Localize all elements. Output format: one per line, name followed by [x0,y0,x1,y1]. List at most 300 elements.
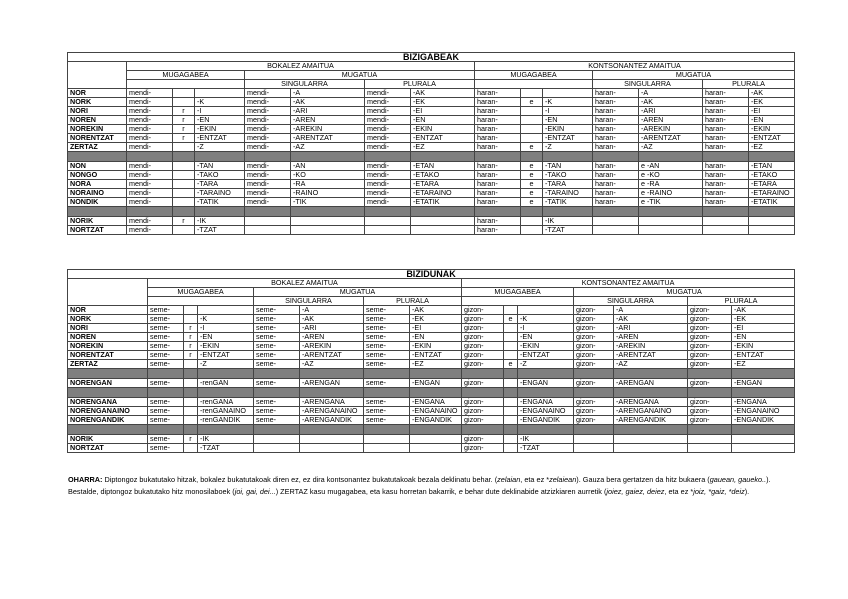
table-cell: -EI [732,324,795,333]
table-cell: haran- [475,134,521,143]
table-cell: seme- [364,379,410,388]
table-cell: -EK [749,98,795,107]
table-cell: seme- [364,407,410,416]
table-cell: -I [543,107,593,116]
table-cell: -AK [732,306,795,315]
table-cell: -AK [300,315,364,324]
case-label: NORENGANDIK [68,416,148,425]
table-cell [504,435,518,444]
table-cell: -AREKIN [639,125,703,134]
table-cell: -ENGANAINO [518,407,574,416]
table-cell: haran- [703,198,749,207]
table-cell [173,98,195,107]
table-cell: haran- [593,116,639,125]
table-cell: mendi- [245,143,291,152]
table-cell: mendi- [127,162,173,171]
table-cell: gizon- [462,407,504,416]
table-cell: -ENGAN [518,379,574,388]
table-cell: -Z [518,360,574,369]
table-cell: -TZAT [543,226,593,235]
consonant-group-header: KONTSONANTEZ AMAITUA [475,62,795,71]
mugatua-header: MUGATUA [245,71,475,80]
table-cell [410,444,462,453]
table-cell: seme- [364,360,410,369]
table-cell: haran- [593,98,639,107]
table-cell: haran- [475,116,521,125]
table-cell [703,226,749,235]
table-cell: -ETARA [411,180,475,189]
table-cell: -ARENTZAT [639,134,703,143]
table-cell: -ENGANDIK [518,416,574,425]
table-cell: mendi- [127,98,173,107]
table-row [68,198,795,207]
case-label: NORENGAN [68,379,148,388]
table-cell: -EKIN [749,125,795,134]
table-cell [749,226,795,235]
table-cell: -ENTZAT [195,134,245,143]
singularra-header: SINGULARRA [574,297,688,306]
table-cell: -renGANDIK [198,416,254,425]
table-cell: -ENTZAT [410,351,462,360]
table-cell [521,217,543,226]
table-cell: gizon- [574,398,614,407]
table-cell: r [184,435,198,444]
case-label: NORA [68,180,127,189]
table-cell: e [521,98,543,107]
bizidunak-title: BIZIDUNAK [68,270,795,279]
table-cell: mendi- [245,198,291,207]
table-cell: gizon- [462,315,504,324]
table-cell: -AREN [300,333,364,342]
table-cell: -IK [543,217,593,226]
table-row [68,180,795,189]
table-cell: -ARENGANA [614,398,688,407]
case-label: NORENTZAT [68,134,127,143]
table-cell [504,398,518,407]
table-cell: -TAN [195,162,245,171]
table-cell: seme- [254,398,300,407]
mugatua-header: MUGATUA [574,288,795,297]
table-cell: -AZ [614,360,688,369]
table-cell: -AREN [291,116,365,125]
table-cell: -EN [749,116,795,125]
table-cell: gizon- [574,324,614,333]
table-cell: -AREN [639,116,703,125]
table-cell: seme- [148,333,184,342]
table-cell [521,134,543,143]
table-cell: seme- [148,407,184,416]
table-cell [639,226,703,235]
table-cell: -ETARA [749,180,795,189]
table-cell: seme- [148,360,184,369]
table-cell: -ARI [614,324,688,333]
table-cell: seme- [364,416,410,425]
table-row [68,107,795,116]
table-row [68,89,795,98]
table-cell: -I [198,324,254,333]
table-cell: -EKIN [518,342,574,351]
table-row [68,125,795,134]
table-cell: mendi- [365,180,411,189]
table-cell: e [504,360,518,369]
table-cell [254,444,300,453]
table-cell: haran- [593,125,639,134]
table-cell [184,407,198,416]
table-cell: seme- [254,360,300,369]
case-label: NORAINO [68,189,127,198]
table-cell [300,435,364,444]
note-example: gauean, gaueko.. [709,475,767,484]
spacer-cell [475,80,593,89]
table-cell: -ARENGANA [300,398,364,407]
table-cell: gizon- [574,315,614,324]
table-row [68,416,795,425]
table-cell: gizon- [462,333,504,342]
table-cell [245,217,291,226]
table-row [68,226,795,235]
table-cell: haran- [593,162,639,171]
table-cell: seme- [254,379,300,388]
table-cell: -K [195,98,245,107]
table-cell: gizon- [462,416,504,425]
note-text: ). Gauza bera gertatzen da hitz bukaera ( [576,475,710,484]
table-cell: gizon- [688,398,732,407]
table-cell: gizon- [574,379,614,388]
table-cell [504,416,518,425]
table-row [68,407,795,416]
table-cell: -TATIK [543,198,593,207]
table-cell: gizon- [688,407,732,416]
table-cell: mendi- [245,98,291,107]
table-cell [504,333,518,342]
table-cell: mendi- [365,107,411,116]
case-label: NORENGANA [68,398,148,407]
case-label: NOREN [68,116,127,125]
table-cell: seme- [254,407,300,416]
case-label: NORK [68,98,127,107]
table-cell: -AZ [291,143,365,152]
table-row [68,398,795,407]
table-cell [504,324,518,333]
table-cell: -IK [195,217,245,226]
table-cell: -EK [411,98,475,107]
table-cell: -IK [518,435,574,444]
case-label: NOR [68,306,148,315]
table-cell: -ETAKO [749,171,795,180]
table-cell: haran- [593,89,639,98]
singularra-header: SINGULARRA [245,80,365,89]
table-cell: seme- [148,351,184,360]
table-cell: -EN [543,116,593,125]
consonant-group-header: KONTSONANTEZ AMAITUA [462,279,795,288]
bizidunak-table [67,269,795,453]
table-cell: -EZ [410,360,462,369]
singularra-header: SINGULARRA [254,297,364,306]
table-cell: -IK [198,435,254,444]
table-cell: -ETAKO [411,171,475,180]
table-cell: haran- [593,107,639,116]
table-cell: -ARENGANAINO [300,407,364,416]
table-cell [364,444,410,453]
table-cell [173,226,195,235]
table-row [68,306,795,315]
table-cell: seme- [364,324,410,333]
table-cell [732,444,795,453]
table-cell: -EKIN [732,342,795,351]
table-cell [688,444,732,453]
table-cell [504,444,518,453]
separator-row [68,207,795,217]
table-cell: gizon- [462,360,504,369]
vowel-group-header: BOKALEZ AMAITUA [127,62,475,71]
table-cell: -EI [410,324,462,333]
table-cell: mendi- [245,89,291,98]
table-cell: haran- [703,107,749,116]
table-cell: -TZAT [198,444,254,453]
table-cell: haran- [475,226,521,235]
case-label: NORI [68,107,127,116]
table-cell: r [173,125,195,134]
table-cell [504,407,518,416]
table-cell: -ENTZAT [198,351,254,360]
table-cell: seme- [148,315,184,324]
table-cell [173,180,195,189]
note-text: behar dute deklinabide atzizkiaren aurretik ( [462,487,607,496]
case-label: NONDIK [68,198,127,207]
table-cell: -ARI [639,107,703,116]
case-label: ZERTAZ [68,143,127,152]
table-cell: mendi- [127,198,173,207]
separator-row [68,152,795,162]
table-row [68,333,795,342]
table-cell: e [521,162,543,171]
table-cell: gizon- [462,306,504,315]
table-cell: -EZ [411,143,475,152]
note-example: zelaiean [549,475,577,484]
table-cell: -EKIN [411,125,475,134]
table-cell: e [521,171,543,180]
singularra-header: SINGULARRA [593,80,703,89]
case-label: NOREKIN [68,342,148,351]
note-example: joiez, gaiez, deiez [606,487,665,496]
table-cell: e [521,189,543,198]
table-cell: -ETATIK [749,198,795,207]
table-cell: e -TIK [639,198,703,207]
bizigabeak-title: BIZIGABEAK [68,53,795,62]
table-cell: mendi- [245,116,291,125]
table-cell: seme- [148,416,184,425]
table-cell: r [184,324,198,333]
note-text: Diptongoz bukatutako hitzak, bokalez bukatutakoak diren ez, ez dira kontsonantez bukatutakoak bezala deklinatu behar. ( [104,475,498,484]
table-cell: -EN [195,116,245,125]
table-cell: gizon- [688,315,732,324]
table-cell: gizon- [688,333,732,342]
table-cell [173,171,195,180]
table-cell: -ENGAN [732,379,795,388]
table-cell: -TIK [291,198,365,207]
table-cell: haran- [703,162,749,171]
table-cell: -KO [291,171,365,180]
table-cell [543,89,593,98]
table-cell: -Z [543,143,593,152]
table-cell: -AZ [300,360,364,369]
table-cell: -A [614,306,688,315]
table-cell [173,89,195,98]
table-cell: -EK [410,315,462,324]
table-cell: seme- [254,324,300,333]
table-cell: -ETAN [749,162,795,171]
table-row [68,360,795,369]
table-cell: -AREKIN [614,342,688,351]
table-cell: mendi- [365,189,411,198]
table-cell: mendi- [365,143,411,152]
table-cell [198,306,254,315]
table-cell: haran- [475,98,521,107]
table-cell: -TAN [543,162,593,171]
table-cell: -ETATIK [411,198,475,207]
table-cell [410,435,462,444]
mugatua-header: MUGATUA [254,288,462,297]
table-cell: haran- [475,189,521,198]
table-cell: gizon- [574,360,614,369]
table-cell [291,217,365,226]
note-text: ). [744,487,750,496]
table-cell [521,116,543,125]
table-cell [173,143,195,152]
note-text: ). Bestalde, diptongoz bukatutako hitz monosilaboek ( [68,475,771,496]
table-cell: -ETARAINO [411,189,475,198]
table-cell: haran- [703,134,749,143]
table-cell: r [184,342,198,351]
table-cell: -TATIK [195,198,245,207]
table-row [68,189,795,198]
table-cell [184,416,198,425]
table-cell [574,435,614,444]
table-cell: -AREKIN [300,342,364,351]
note-example: joi, gai, dei... [234,487,276,496]
table-cell [614,444,688,453]
table-cell: -ARENGANDIK [614,416,688,425]
plurala-header: PLURALA [365,80,475,89]
table-cell: e [521,198,543,207]
table-cell: gizon- [688,342,732,351]
table-row [68,351,795,360]
table-row [68,217,795,226]
table-cell: -TARAINO [543,189,593,198]
table-cell: -ENTZAT [518,351,574,360]
note-text: ) ZERTAZ kasu mugagabea, eta kasu horretan bakarrik, [275,487,459,496]
table-cell: gizon- [462,398,504,407]
table-cell: e -RAINO [639,189,703,198]
table-cell [173,162,195,171]
table-cell: gizon- [462,435,504,444]
table-cell: -TZAT [518,444,574,453]
table-cell: mendi- [245,171,291,180]
table-cell: -EZ [749,143,795,152]
spacer-cell [148,297,254,306]
table-cell [593,226,639,235]
table-cell: -EKIN [195,125,245,134]
table-cell: haran- [703,171,749,180]
table-cell: mendi- [127,217,173,226]
table-cell: -AK [411,89,475,98]
table-cell: haran- [475,171,521,180]
table-cell [639,217,703,226]
table-cell: seme- [254,351,300,360]
table-cell [521,226,543,235]
table-cell [504,379,518,388]
bizigabeak-table [67,52,795,235]
table-cell: -I [518,324,574,333]
table-cell: -AZ [639,143,703,152]
table-cell: seme- [254,315,300,324]
table-cell [411,217,475,226]
table-row [68,342,795,351]
table-cell: -TARA [195,180,245,189]
table-cell: -K [543,98,593,107]
table-cell: -EKIN [410,342,462,351]
table-cell: -Z [198,360,254,369]
table-cell [184,379,198,388]
table-cell: -renGANA [198,398,254,407]
table-cell: -Z [195,143,245,152]
table-cell: -EN [410,333,462,342]
table-cell: haran- [593,198,639,207]
table-cell: -RA [291,180,365,189]
table-cell: -ARENTZAT [291,134,365,143]
table-cell: gizon- [574,342,614,351]
table-cell: gizon- [688,416,732,425]
table-cell: -ENGANA [732,398,795,407]
table-cell: seme- [254,306,300,315]
mugagabea-header: MUGAGABEA [475,71,593,80]
table-cell: e [504,315,518,324]
note-example: e [458,487,463,496]
table-cell: mendi- [365,125,411,134]
table-cell: haran- [475,217,521,226]
table-cell: -ARENGANDIK [300,416,364,425]
table-cell: mendi- [245,162,291,171]
table-cell: -EKIN [198,342,254,351]
table-cell: -TAKO [195,171,245,180]
table-cell: mendi- [127,143,173,152]
table-cell [574,444,614,453]
table-cell: -EN [518,333,574,342]
mugagabea-header: MUGAGABEA [148,288,254,297]
table-row [68,315,795,324]
table-cell: e -AN [639,162,703,171]
table-cell: -EK [732,315,795,324]
table-cell [504,342,518,351]
table-cell: haran- [703,89,749,98]
table-cell: -TAKO [543,171,593,180]
case-label: NORTZAT [68,226,127,235]
spacer-cell [127,80,245,89]
table-cell: haran- [475,162,521,171]
table-cell: -renGAN [198,379,254,388]
plurala-header: PLURALA [703,80,795,89]
table-cell: seme- [148,306,184,315]
table-cell: -AK [639,98,703,107]
table-cell: -ARENGANAINO [614,407,688,416]
table-cell: seme- [364,306,410,315]
table-cell: -ENGANAINO [410,407,462,416]
table-cell: -TZAT [195,226,245,235]
table-cell [195,89,245,98]
table-cell: mendi- [365,89,411,98]
table-cell: e -KO [639,171,703,180]
table-cell: e [521,180,543,189]
